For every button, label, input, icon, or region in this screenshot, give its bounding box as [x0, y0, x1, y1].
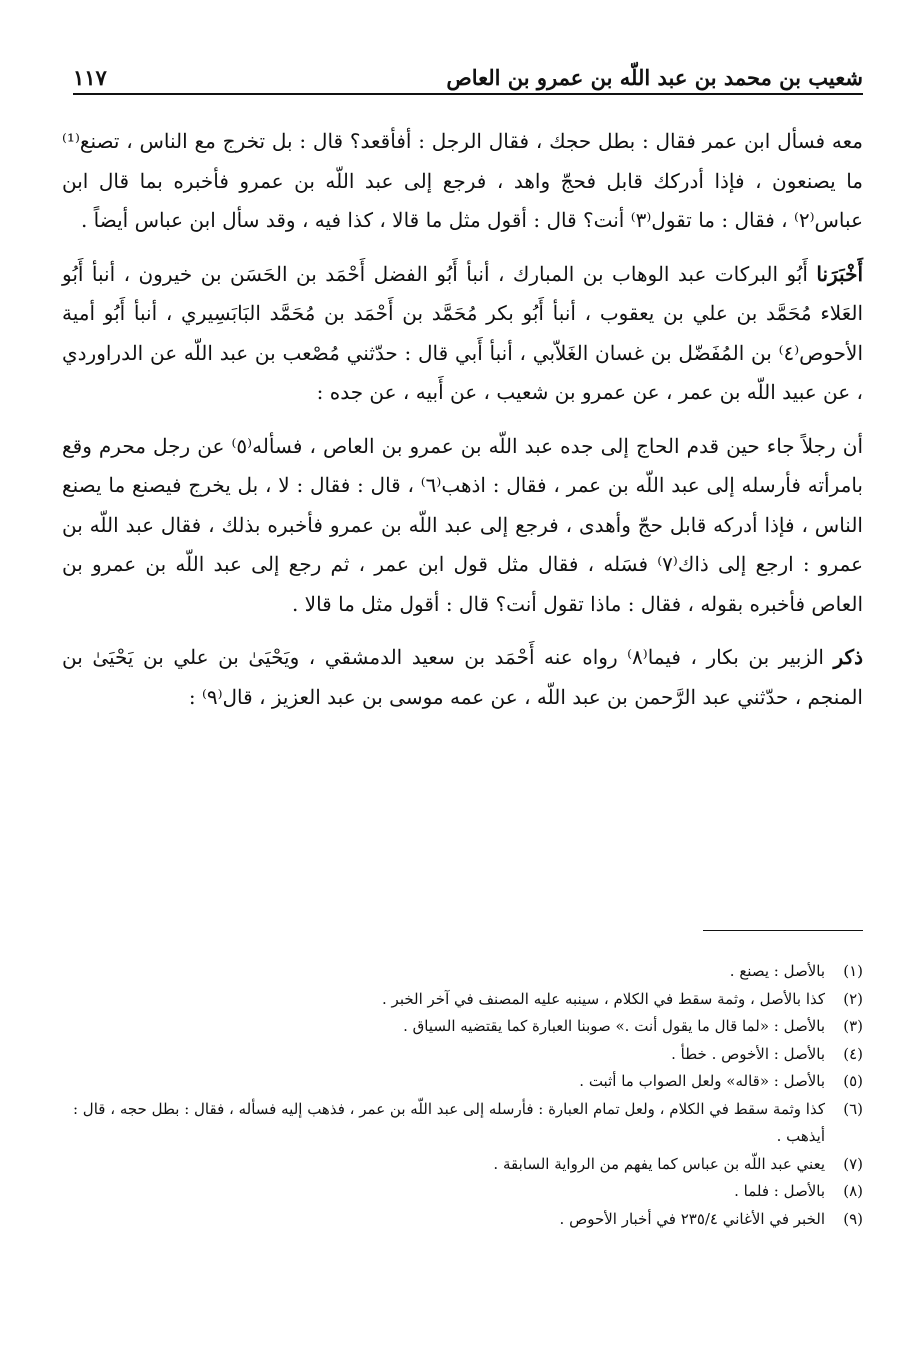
header-rule [73, 93, 863, 95]
page-number: ١١٧ [73, 65, 107, 90]
paragraph-2-lead: أَخْبَرَنا [816, 261, 863, 286]
footnote [70, 1041, 863, 1069]
paragraph-4-lead: ذكر [833, 645, 863, 669]
paragraph-3: أن رجلاً جاء حين قدم الحاج إلى جده عبد اللّه بن عمرو بن العاص ، فسأله⁽٥⁾ عن رجل محرم وقع بامرأته فأرسله إلى عبد اللّه بن عمر ، فقال : اذهب⁽٦⁾ ، قال : فقال : لا ، بل يخرج فيصنع ما يصنع الناس ، فإذا أدركه قابل حجّ وأهدى ، فرجع إلى عبد اللّه بن عمرو فأخبره بذلك ، فقال عبد اللّه بن عمرو : ارجع إلى ذاك⁽٧⁾ فسَله ، فقال مثل قول ابن عمر ، ثم رجع إلى عبد اللّه بن عمرو بن العاص فأخبره بقوله ، فقال : ماذا تقول أنت؟ قال : أقول مثل ما قالا . [62, 433, 864, 616]
footnote-number: (٦) [843, 1099, 863, 1118]
footnote-number: (٨) [843, 1182, 863, 1200]
footnote-number: (١) [843, 962, 863, 980]
paragraph-2 [62, 255, 863, 413]
footnote-text: بالأصل : «قاله» ولعل الصواب ما أثبت . [579, 1072, 825, 1090]
running-title: شعيب بن محمد بن عبد اللّه بن عمرو بن العاص [446, 65, 863, 90]
footnote-number: (٣) [843, 1017, 863, 1035]
footnote-number: (٧) [843, 1154, 863, 1173]
footnote-text: بالأصل : «لما قال ما يقول أنت .» صوبنا العبارة كما يقتضيه السياق . [403, 1017, 825, 1035]
footnote-separator [703, 930, 863, 931]
footnote [70, 958, 863, 986]
footnote-number: (٢) [843, 989, 863, 1008]
footnote-text: كذا وثمة سقط في الكلام ، ولعل تمام العبارة : فأرسله إلى عبد اللّه بن عمر ، فذهب إليه فسأله ، فقال : بطل حجه ، قال : أيذهب . [72, 1099, 825, 1145]
footnotes [70, 958, 863, 1233]
footnote [70, 986, 863, 1014]
paragraph-2-text: أَبُو البركات عبد الوهاب بن المبارك ، أنبأ أَبُو الفضل أَحْمَد بن الحَسَن بن خيرون ، أنبأ أَبُو العَلاء مُحَمَّد بن علي بن يعقوب ، أنبأ أَبُو بكر مُحَمَّد بن أَحْمَد بن مُحَمَّد البَابَسِيري ، أنبأ أَبُو أمية الأحوص⁽٤⁾ بن المُفَضّل بن غسان الغَلاّبي ، أنبأ أَبي قال : حدّثني مُصْعب بن عبد اللّه عن الدراوردي ، عن عبيد اللّه بن عمر ، عن عمرو بن شعيب ، عن أَبيه ، عن جده : [62, 261, 863, 404]
paragraph-4 [62, 638, 863, 717]
footnote-text: الخبر في الأغاني ٢٣٥/٤ في أخبار الأحوص . [559, 1209, 825, 1228]
footnote [70, 1068, 863, 1096]
footnote-text: بالأصل : الأخوص . خطأ . [671, 1044, 825, 1063]
footnote [70, 1151, 863, 1179]
footnote [70, 1206, 863, 1234]
footnote-number: (٥) [843, 1072, 863, 1090]
footnote [70, 1178, 863, 1206]
paragraph-4-text: الزبير بن بكار ، فيما⁽٨⁾ رواه عنه أَحْمَد بن سعيد الدمشقي ، ويَحْيَىٰ بن علي بن يَحْيَىٰ بن المنجم ، حدّثني عبد الرَّحمن بن عبد اللّه ، عن عمه موسى بن عبد العزيز ، قال⁽٩⁾ : [62, 645, 863, 709]
footnote-text: كذا بالأصل ، وثمة سقط في الكلام ، سينبه عليه المصنف في آخر الخبر . [382, 989, 825, 1008]
footnote [70, 1096, 863, 1151]
paragraph-1: معه فسأل ابن عمر فقال : بطل حجك ، فقال الرجل : أفأقعد؟ قال : بل تخرج مع الناس ، تصنع⁽¹⁾ ما يصنعون ، فإذا أدركك قابل فحجّ واهد ، فرجع إلى عبد اللّه بن عمرو فأخبره بما قال ابن عباس⁽٢⁾ ، فقال : ما تقول⁽٣⁾ أنت؟ قال : أقول مثل ما قالا ، كذا فيه ، وقد سأل ابن عباس أيضاً . [62, 129, 863, 232]
footnote-text: يعني عبد اللّه بن عباس كما يفهم من الرواية السابقة . [493, 1154, 825, 1173]
main-text [62, 122, 863, 731]
footnote-number: (٩) [843, 1209, 863, 1228]
footnote-number: (٤) [843, 1044, 863, 1063]
footnote [70, 1013, 863, 1041]
footnote-text: بالأصل : فلما . [734, 1182, 825, 1200]
footnote-text: بالأصل : يصنع . [729, 962, 825, 980]
running-header [73, 56, 863, 90]
